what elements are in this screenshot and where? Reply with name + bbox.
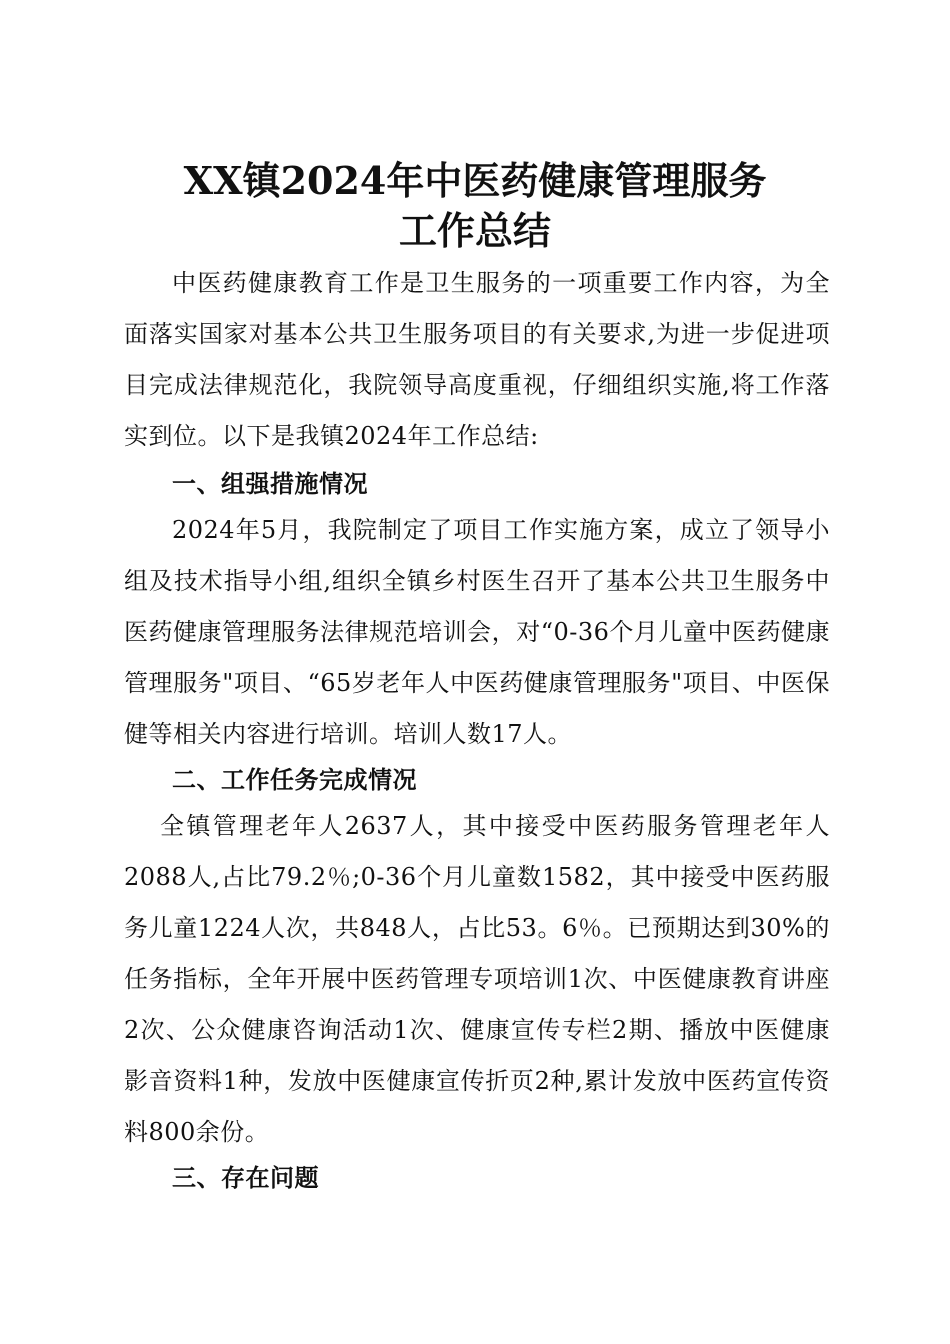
paragraph-measures: 2024年5月，我院制定了项目工作实施方案，成立了领导小组及技术指导小组,组织全镇乡村医生召开了基本公共卫生服务中医药健康管理服务法律规范培训会，对“0-36个月儿童中医药健康管理服务"项目、“65岁老年人中医药健康管理服务"项目、中医保健等相关内容进行培训。培训人数17人。	[124, 516, 830, 748]
document-title-line1: XX镇2024年中医药健康管理服务	[183, 158, 767, 203]
section-heading-2: 二、工作任务完成情况	[172, 765, 417, 794]
document-title-line2: 工作总结	[398, 208, 551, 253]
paragraph-tasks: 全镇管理老年人2637人，其中接受中医药服务管理老年人2088人,占比79.2％;0-36个月儿童数1582，其中接受中医药服务儿童1224人次，共848人，占比53。6％。已预期达到30%的任务指标，全年开展中医药管理专项培训1次、中医健康教育讲座2次、公众健康咨询活动1次、健康宣传专栏2期、播放中医健康影音资料1种，发放中医健康宣传折页2种,累计发放中医药宣传资料800余份。	[124, 812, 830, 1146]
section-heading-3: 三、存在问题	[172, 1163, 319, 1192]
paragraph-intro: 中医药健康教育工作是卫生服务的一项重要工作内容，为全面落实国家对基本公共卫生服务项目的有关要求,为进一步促进项目完成法律规范化，我院领导高度重视，仔细组织实施,将工作落实到位。以下是我镇2024年工作总结:	[124, 269, 830, 450]
section-heading-1: 一、组强措施情况	[172, 469, 368, 498]
